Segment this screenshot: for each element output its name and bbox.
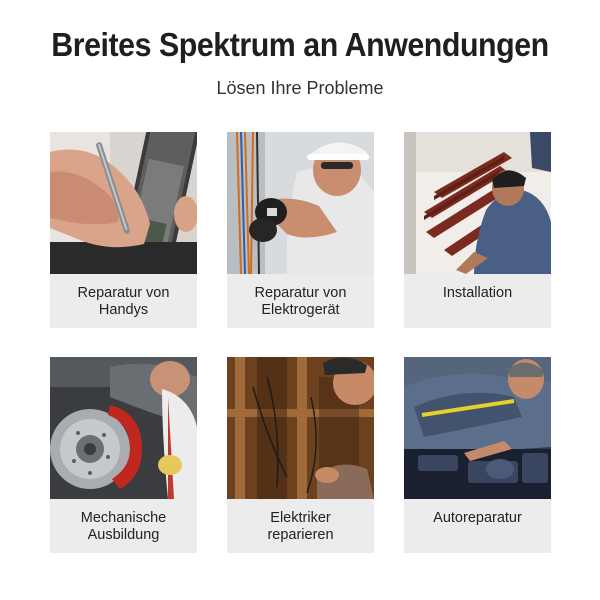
- car-engine-photo: [404, 357, 551, 499]
- brake-disc-photo: [50, 357, 197, 499]
- phone-repair-photo: [50, 132, 197, 274]
- card-installation: [404, 132, 551, 328]
- card-mechanical-training: [50, 357, 197, 553]
- card-car-repair: [404, 357, 551, 553]
- card-caption: Autoreparatur: [433, 510, 522, 526]
- card-electrician: [227, 132, 374, 328]
- page-title: Breites Spektrum an Anwendungen: [51, 26, 549, 63]
- card-caption: Reparatur von Handys: [77, 285, 170, 318]
- floor-installation-photo: [404, 132, 551, 274]
- card-caption: Installation: [442, 285, 513, 301]
- card-caption: Reparatur von Elektrogerät: [254, 285, 347, 318]
- wall-wiring-photo: [227, 357, 374, 499]
- card-electrician-repair: [227, 357, 374, 553]
- page-subtitle: Lösen Ihre Probleme: [216, 78, 384, 98]
- card-phone-repair: [50, 132, 197, 328]
- card-caption: Elektriker reparieren: [267, 510, 334, 543]
- electrician-photo: [227, 132, 374, 274]
- card-caption: Mechanische Ausbildung: [80, 510, 167, 543]
